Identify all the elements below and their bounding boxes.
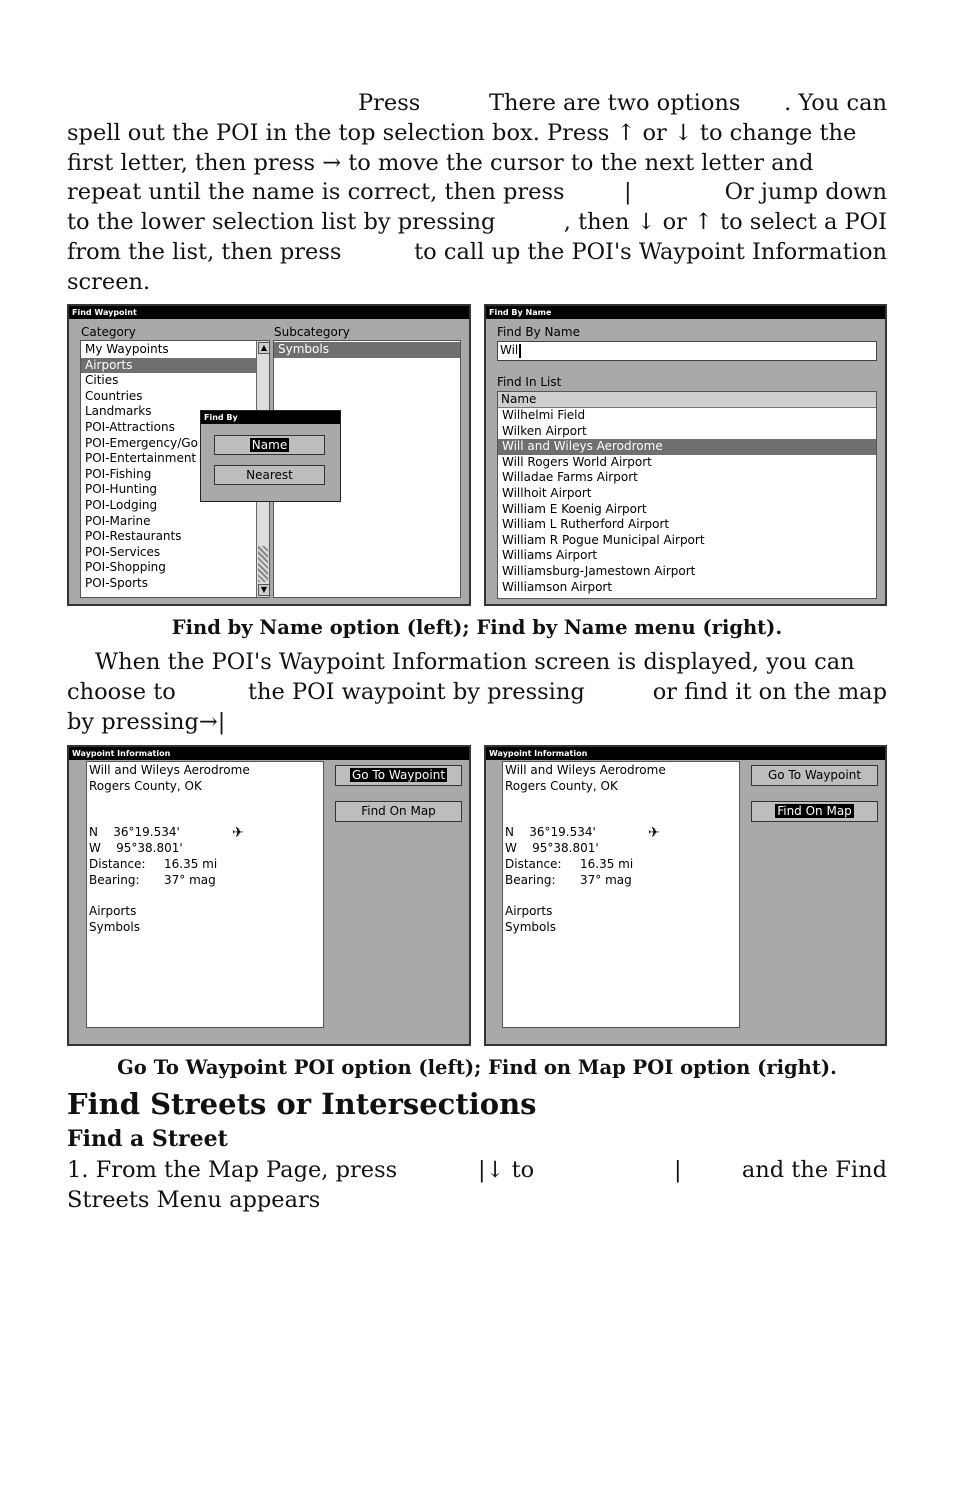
name-list-item[interactable]: Will Rogers World Airport bbox=[502, 454, 652, 469]
distance-label: Distance: bbox=[505, 857, 562, 871]
category-item[interactable]: My Waypoints bbox=[85, 342, 169, 356]
window-title: Waypoint Information bbox=[486, 747, 885, 760]
find-by-name-label: Find By Name bbox=[497, 325, 580, 339]
intro-line-7: screen. bbox=[67, 268, 151, 295]
nearest-button[interactable]: Nearest bbox=[214, 465, 325, 485]
name-list-item[interactable]: Willhoit Airport bbox=[502, 486, 592, 500]
distance-label: Distance: bbox=[89, 857, 146, 871]
category-item[interactable]: POI-Entertainment bbox=[85, 451, 197, 466]
name-column-header[interactable]: Name bbox=[498, 392, 876, 408]
waypoint-location: Rogers County, OK bbox=[89, 779, 202, 793]
intro-line-1 bbox=[67, 89, 887, 119]
waypoint-subcategory: Symbols bbox=[89, 920, 140, 934]
category-label: Category bbox=[81, 325, 136, 339]
longitude: W 95°38.801' bbox=[505, 841, 599, 855]
name-list-item[interactable]: Williams Airport bbox=[502, 548, 598, 563]
find-waypoint-screenshot bbox=[67, 304, 471, 606]
name-list-item[interactable]: William E Koenig Airport bbox=[502, 501, 647, 516]
para2-line-2: choose to the POI waypoint by pressing or find it on the map bbox=[67, 678, 887, 705]
subsection-heading: Find a Street bbox=[67, 1126, 228, 1152]
waypoint-category: Airports bbox=[505, 904, 553, 918]
airport-icon: ✈ bbox=[232, 825, 244, 841]
latitude: N 36°19.534' bbox=[505, 825, 596, 839]
waypoint-info-findmap-screenshot bbox=[484, 745, 887, 1046]
bearing-value: 37° mag bbox=[580, 873, 632, 887]
name-list-item[interactable]: Willadae Farms Airport bbox=[502, 470, 638, 485]
caption-1: Find by Name option (left); Find by Name menu (right). bbox=[171, 616, 783, 639]
intro-there: There are two options bbox=[489, 90, 741, 116]
step1-line-2: Streets Menu appears bbox=[67, 1186, 321, 1213]
latitude: N 36°19.534' bbox=[89, 825, 180, 839]
category-item[interactable]: POI-Sports bbox=[85, 576, 149, 590]
distance-value: 16.35 mi bbox=[580, 857, 634, 871]
step1-line-1: 1. From the Map Page, press |↓ to | and the Find bbox=[67, 1157, 887, 1183]
category-item[interactable]: POI-Fishing bbox=[85, 466, 152, 481]
intro-youcan: . You can bbox=[784, 90, 887, 116]
name-list[interactable] bbox=[497, 391, 877, 599]
waypoint-location: Rogers County, OK bbox=[505, 779, 618, 793]
longitude: W 95°38.801' bbox=[89, 841, 183, 855]
window-title: Waypoint Information bbox=[69, 747, 469, 760]
name-input[interactable]: Wil bbox=[497, 341, 877, 361]
intro-paragraph bbox=[67, 89, 887, 298]
text-cursor bbox=[519, 344, 521, 358]
category-item[interactable]: POI-Restaurants bbox=[85, 529, 182, 544]
intro-line-5: to the lower selection list by pressing , then ↓ or ↑ to select a POI bbox=[67, 209, 887, 236]
bearing-value: 37° mag bbox=[164, 873, 216, 887]
intro-line-4: repeat until the name is correct, then press | Or jump down bbox=[67, 179, 887, 206]
waypoint-info-goto-screenshot bbox=[67, 745, 471, 1046]
step-1 bbox=[67, 1156, 887, 1216]
window-title: Find Waypoint bbox=[69, 306, 469, 319]
category-item[interactable]: POI-Shopping bbox=[85, 560, 166, 575]
bearing-label: Bearing: bbox=[505, 873, 556, 887]
find-in-list-label: Find In List bbox=[497, 375, 562, 389]
popup-title: Find By bbox=[201, 411, 340, 424]
para2-line-3: by pressing→| bbox=[67, 708, 226, 735]
airport-icon: ✈ bbox=[648, 825, 660, 841]
paragraph-2 bbox=[67, 648, 887, 737]
category-item[interactable]: Airports bbox=[85, 357, 133, 372]
distance-value: 16.35 mi bbox=[164, 857, 218, 871]
category-item[interactable]: POI-Services bbox=[85, 544, 161, 559]
name-list-item[interactable]: Williamsburg-Jamestown Airport bbox=[502, 564, 696, 578]
waypoint-details bbox=[86, 761, 324, 1028]
intro-line-6: from the list, then press to call up the POI's Waypoint Information bbox=[67, 238, 887, 265]
waypoint-category: Airports bbox=[89, 904, 137, 918]
find-on-map-button[interactable]: Find On Map bbox=[335, 801, 462, 822]
name-list-item[interactable]: William R Pogue Municipal Airport bbox=[502, 532, 705, 547]
section-heading: Find Streets or Intersections bbox=[67, 1087, 537, 1121]
category-item[interactable]: Cities bbox=[85, 373, 119, 388]
category-item[interactable]: POI-Marine bbox=[85, 513, 151, 528]
category-item[interactable]: POI-Lodging bbox=[85, 498, 158, 512]
find-by-name-screenshot bbox=[484, 304, 887, 606]
category-item[interactable]: Landmarks bbox=[85, 404, 152, 419]
name-list-item[interactable]: Williamson Airport bbox=[502, 579, 613, 594]
intro-line-2: spell out the POI in the top selection box. Press ↑ or ↓ to change the bbox=[67, 119, 857, 146]
caption-2: Go To Waypoint POI option (left); Find on Map POI option (right). bbox=[117, 1056, 837, 1079]
name-button[interactable]: Name bbox=[214, 435, 325, 455]
name-list-item[interactable]: Wilhelmi Field bbox=[502, 408, 586, 422]
window-title: Find By Name bbox=[486, 306, 885, 319]
para2-line-1: When the POI's Waypoint Information screen is displayed, you can bbox=[95, 649, 855, 675]
category-item[interactable]: Countries bbox=[85, 388, 143, 403]
find-by-popup bbox=[200, 410, 341, 502]
subcategory-item[interactable]: Symbols bbox=[278, 342, 329, 356]
waypoint-name: Will and Wileys Aerodrome bbox=[89, 763, 250, 777]
intro-line-3: first letter, then press → to move the cursor to the next letter and bbox=[67, 149, 814, 176]
category-item[interactable]: POI-Hunting bbox=[85, 482, 158, 497]
intro-press: Press bbox=[358, 90, 421, 116]
scroll-up-icon[interactable]: ▲ bbox=[258, 342, 270, 354]
name-list-item[interactable]: Wilken Airport bbox=[502, 423, 587, 438]
name-list-item[interactable]: William L Rutherford Airport bbox=[502, 517, 670, 532]
waypoint-name: Will and Wileys Aerodrome bbox=[505, 763, 666, 777]
find-on-map-button[interactable]: Find On Map bbox=[751, 801, 878, 822]
waypoint-subcategory: Symbols bbox=[505, 920, 556, 934]
go-to-waypoint-button[interactable]: Go To Waypoint bbox=[335, 765, 462, 786]
name-list-item[interactable]: Will and Wileys Aerodrome bbox=[502, 439, 663, 454]
category-item[interactable]: POI-Emergency/Go bbox=[85, 435, 198, 450]
category-item[interactable]: POI-Attractions bbox=[85, 420, 175, 434]
go-to-waypoint-button[interactable]: Go To Waypoint bbox=[751, 765, 878, 786]
bearing-label: Bearing: bbox=[89, 873, 140, 887]
waypoint-details bbox=[502, 761, 740, 1028]
subcategory-label: Subcategory bbox=[274, 325, 350, 339]
scroll-down-icon[interactable]: ▼ bbox=[258, 584, 270, 596]
scroll-thumb[interactable] bbox=[258, 546, 268, 582]
